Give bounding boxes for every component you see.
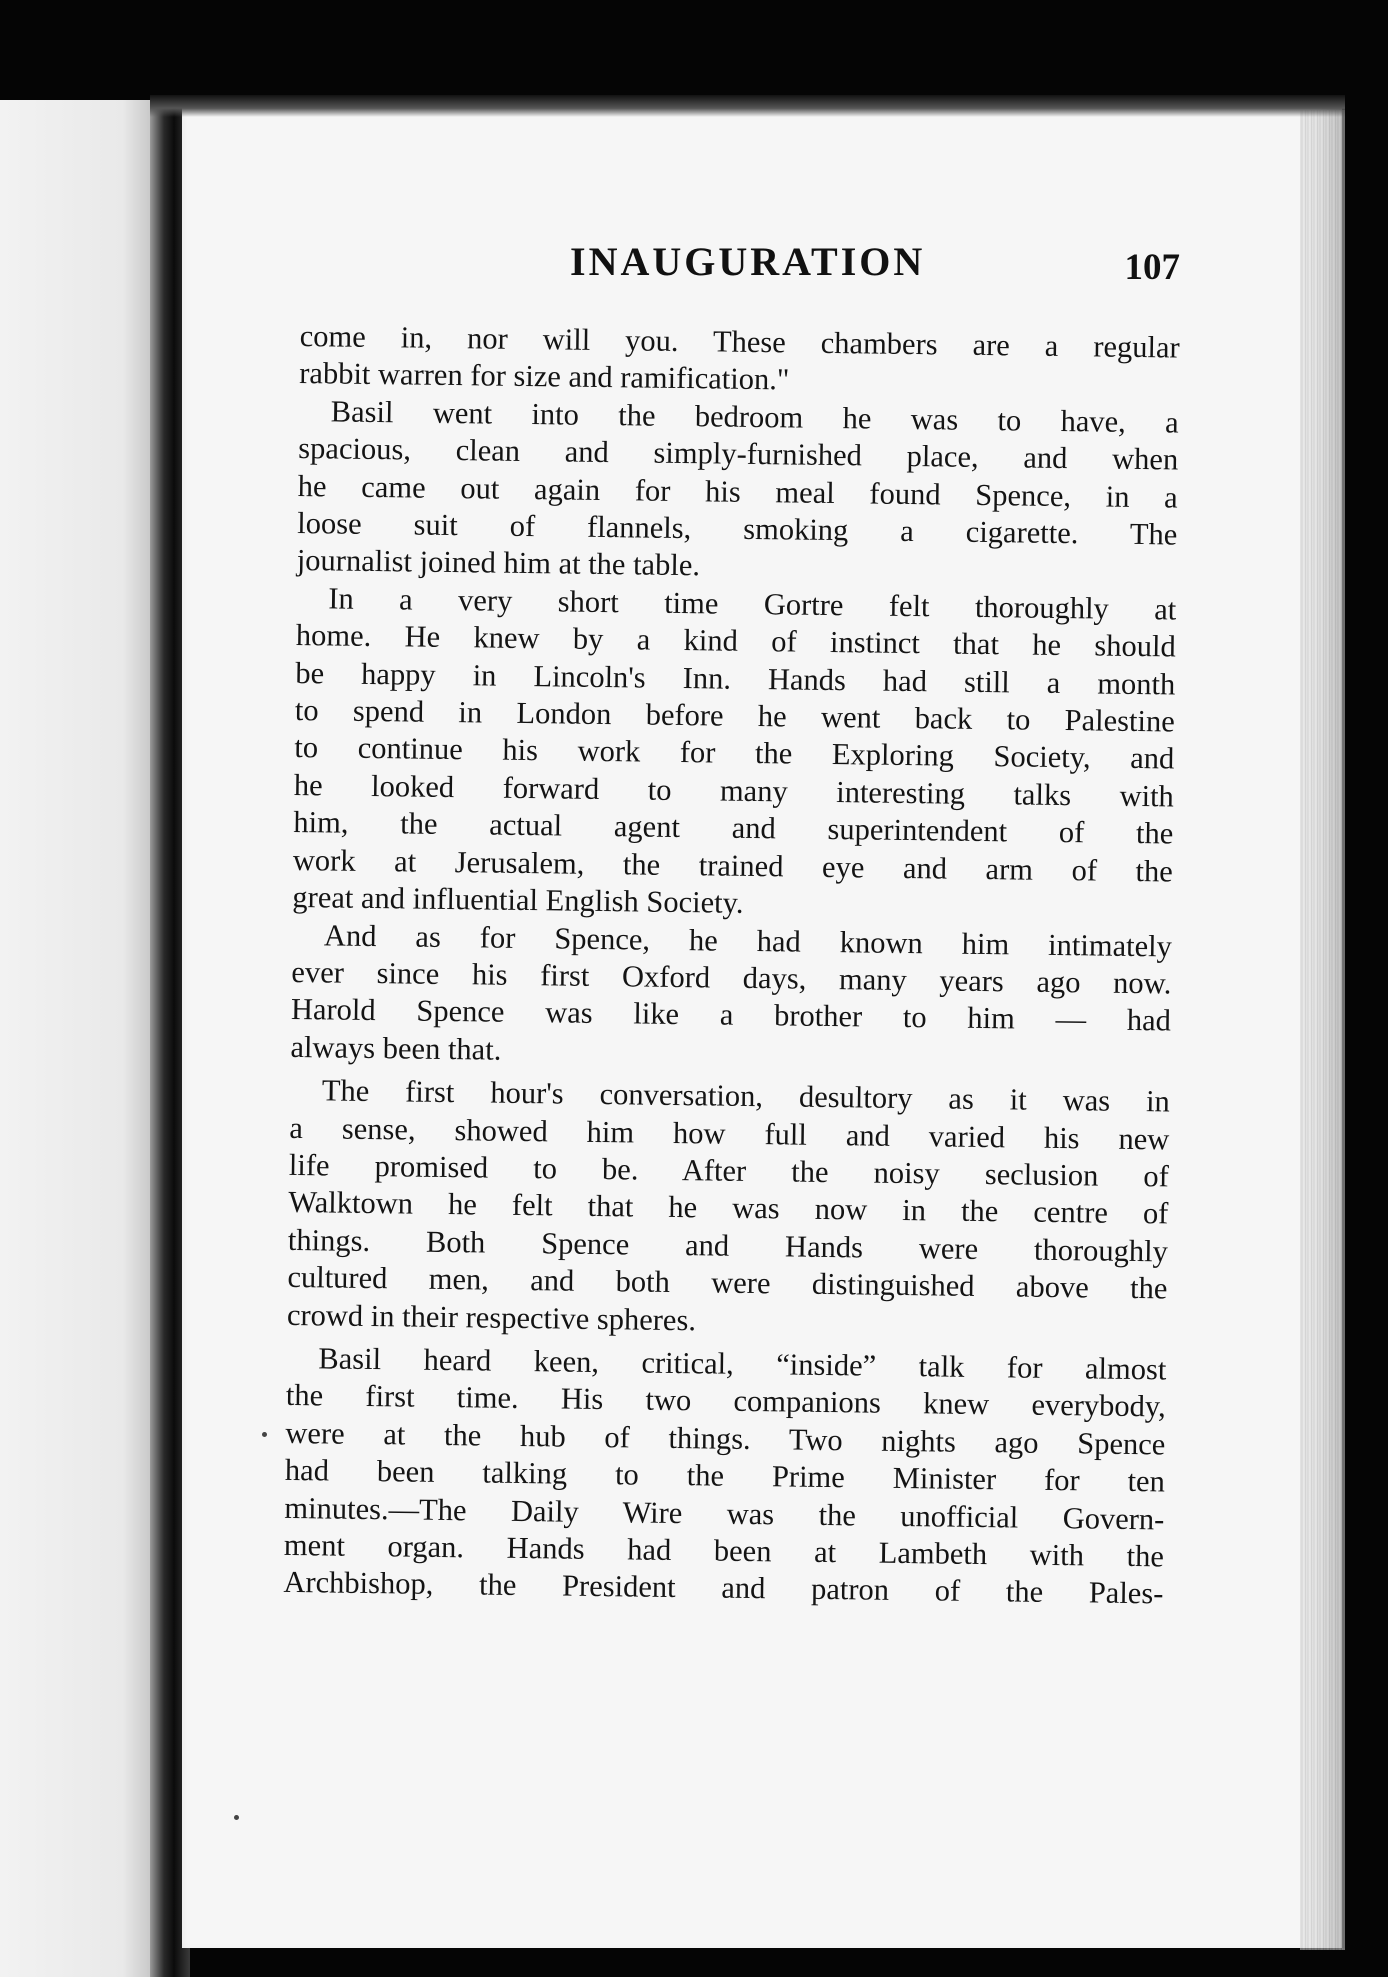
text-line: ment organ. Hands had been at Lambeth with the — [283, 1527, 1165, 1574]
text-line: Harold Spence was like a brother to him — had — [290, 992, 1172, 1038]
page-header — [340, 238, 1180, 308]
text-line: him, the actual agent and superintendent of the — [293, 805, 1174, 851]
paragraph — [290, 916, 1172, 1077]
text-line: journalist joined him at the table. — [296, 543, 701, 583]
text-line: home. He knew by a kind of instinct that he should — [295, 618, 1176, 664]
text-line: spacious, clean and simply-furnished place, and when — [298, 431, 1179, 477]
page-top-shadow — [150, 95, 1345, 117]
text-line: crowd in their respective spheres. — [286, 1297, 697, 1337]
text-line: And as for Spence, he had known him intimately — [323, 917, 1173, 963]
page-edges — [1300, 110, 1345, 1950]
text-line: be happy in Lincoln's Inn. Hands had still a month — [295, 655, 1176, 702]
left-page — [0, 100, 175, 1977]
text-line: Walktown he felt that he was now in the centre of — [288, 1185, 1169, 1231]
text-line: a sense, showed him how full and varied his new — [289, 1110, 1170, 1156]
text-line: the first time. His two companions knew everybody, — [285, 1378, 1167, 1424]
text-line: cultured men, and both were distinguished above the — [287, 1260, 1168, 1306]
text-line: rabbit warren for size and ramification." — [299, 356, 790, 397]
text-line: he came out again for his meal found Spence, in a — [297, 468, 1178, 515]
text-line: loose suit of flannels, smoking a cigarette. The — [297, 506, 1178, 552]
paragraph — [287, 1072, 1170, 1345]
text-line: he looked forward to many interesting talks with — [293, 767, 1175, 814]
text-line: to spend in London before he went back to Palestine — [294, 693, 1176, 739]
paragraph — [299, 318, 1180, 404]
text-line: were at the hub of things. Two nights ago Spence — [285, 1415, 1166, 1462]
text-line: Archbishop, the President and patron of the Pales- — [283, 1565, 1164, 1611]
text-line: Basil heard keen, critical, “inside” talk for almost — [318, 1341, 1167, 1387]
text-line: always been that. — [290, 1029, 502, 1067]
text-line: things. Both Spence and Hands were thoroughly — [287, 1222, 1169, 1269]
text-line: come in, nor will you. These chambers are a regular — [299, 318, 1180, 365]
text-line: The first hour's conversation, desultory as it was in — [321, 1073, 1171, 1119]
running-head: INAUGURATION — [570, 239, 926, 284]
ink-speck — [234, 1815, 239, 1820]
text-line: In a very short time Gortre felt thoroughly at — [328, 581, 1177, 627]
text-line: to continue his work for the Exploring Society, and — [294, 730, 1175, 776]
text-line: had been talking to the Prime Minister for ten — [284, 1453, 1166, 1499]
text-line: ever since his first Oxford days, many years ago now. — [291, 954, 1172, 1001]
text-line: Basil went into the bedroom he was to have, a — [330, 394, 1179, 440]
text-line: life promised to be. After the noisy seclusion of — [288, 1147, 1170, 1194]
text-line: minutes.—The Daily Wire was the unofficial Govern- — [284, 1490, 1165, 1537]
text-line: great and influential English Society. — [292, 880, 744, 920]
body-text — [283, 318, 1180, 1613]
ink-speck — [262, 1432, 267, 1437]
text-line: work at Jerusalem, the trained eye and arm of the — [292, 842, 1174, 889]
paragraph — [297, 393, 1179, 592]
paragraph — [292, 580, 1176, 928]
page-number: 107 — [1124, 247, 1180, 288]
paragraph — [283, 1340, 1166, 1613]
